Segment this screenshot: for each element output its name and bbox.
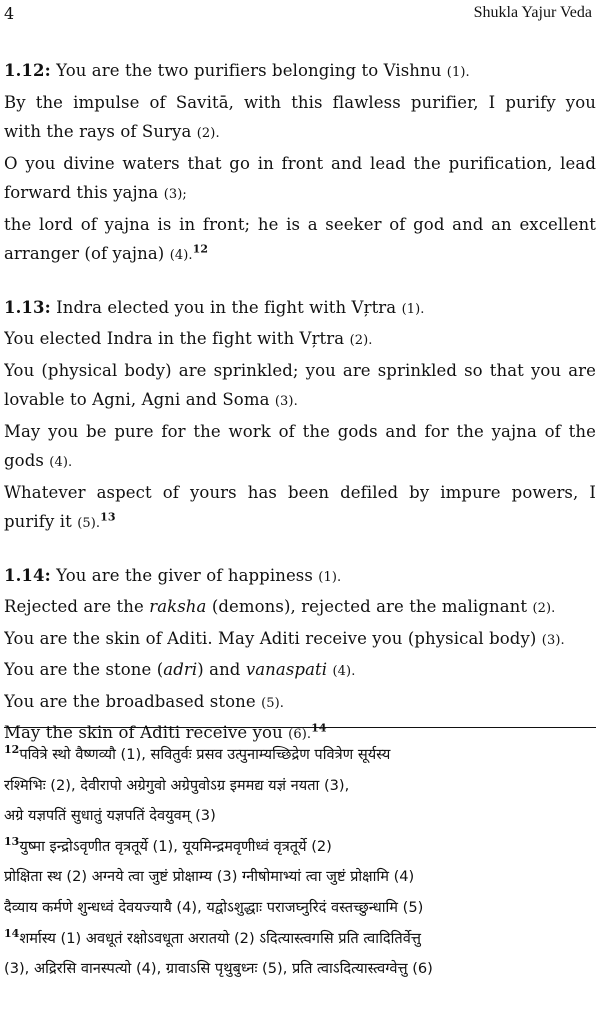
footnote-marker: 12: [4, 743, 20, 757]
line-text: You are the stone (: [4, 660, 164, 679]
verse-line: [4, 56, 596, 88]
clause-number: (5).: [77, 516, 101, 531]
clause-number: (3);: [163, 187, 187, 202]
verse-number: 1.14:: [4, 565, 51, 585]
line-text: May the skin of Aditi receive you: [4, 723, 289, 742]
line-text: Rejected are the: [4, 597, 150, 616]
line-text: Indra elected you in the fight with Vŗtra: [56, 297, 402, 317]
clause-number: (1).: [318, 569, 342, 585]
sanskrit-text: (3), अद्रिरसि वानस्पत्यो (4), ग्रावाऽसि पृथुबुध्नः (5), प्रति त्वाऽदित्यास्त्वग्वेत्तु (6): [4, 960, 433, 978]
translation-text: [4, 56, 596, 772]
clause-number: (4).: [49, 455, 73, 470]
footnote-line: [4, 801, 596, 832]
verse-line: [4, 210, 596, 240]
italic-term: adri: [163, 660, 198, 679]
footnote-line: [4, 893, 596, 924]
line-text: (demons), rejected are the malignant: [206, 597, 533, 616]
verse-number: 1.12:: [4, 61, 51, 80]
clause-number: (1).: [401, 301, 425, 317]
clause-number: (2).: [196, 126, 220, 141]
line-text: O you divine waters that go in front and lead the purification, lead: [4, 153, 596, 173]
line-text: You are the giver of happiness: [56, 565, 319, 585]
verse-block: [4, 56, 596, 271]
verse-line: [4, 293, 596, 325]
sanskrit-text: शर्मास्य (1) अवधूतं रक्षोऽवधूता अरातयो (2) ऽदित्यास्त्वगसि प्रति त्वादितिर्वेत्तु: [19, 929, 421, 947]
line-text: You are the two purifiers belonging to Vishnu: [56, 61, 447, 80]
verse-line: [4, 507, 596, 539]
sanskrit-text: पवित्रे स्थो वैष्णव्यौ (1), सवितुर्वः प्रसव उत्पुनाम्यच्छिद्रेण पवित्रेण सूर्यस्य: [19, 746, 391, 763]
clause-number: (4).: [332, 664, 356, 679]
verse-line: [4, 687, 596, 719]
page-number: 4: [4, 4, 15, 23]
sanskrit-text: प्रोक्षिता स्थ (2) अग्नये त्वा जुष्टं प्रोक्षाम्य (3) ग्नीषोमाभ्यां त्वा जुष्टं प्रोक्षामि (4): [4, 868, 415, 886]
footnote-line: [4, 954, 596, 985]
clause-number: (3).: [541, 632, 565, 648]
footnote-line: [4, 862, 596, 893]
verse-block: [4, 293, 596, 539]
verse-line: [4, 561, 596, 593]
clause-number: (3).: [274, 394, 298, 409]
clause-number: (5).: [261, 695, 285, 711]
footnote-divider: [4, 727, 596, 728]
footnote-reference: 13: [100, 510, 116, 524]
footnote-reference: 14: [311, 721, 327, 735]
verse-line: [4, 324, 596, 356]
verse-line: [4, 385, 596, 417]
line-text: purify it: [4, 512, 78, 531]
line-text: You (physical body) are sprinkled; you are sprinkled so that you are: [4, 360, 596, 380]
verse-number: 1.13:: [4, 297, 51, 317]
page-header: [4, 4, 592, 24]
line-text: ) and: [197, 660, 246, 679]
verse-line: [4, 149, 596, 179]
verse-line: [4, 88, 596, 118]
clause-number: (4).: [169, 248, 193, 263]
footnote-marker: 14: [4, 926, 20, 940]
line-text: arranger (of yajna): [4, 244, 170, 263]
verse-line: [4, 624, 596, 656]
footnote-line: [4, 771, 596, 802]
line-text: the lord of yajna is in front; he is a seeker of god and an excellent: [4, 214, 596, 234]
verse-line: [4, 478, 596, 508]
clause-number: (2).: [349, 333, 373, 348]
verse-block: [4, 561, 596, 750]
footnote-line: [4, 832, 596, 863]
verse-line: [4, 239, 596, 271]
verse-line: [4, 446, 596, 478]
verse-line: [4, 655, 596, 687]
verse-line: [4, 417, 596, 447]
sanskrit-text: रश्मिभिः (2), देवीरापो अग्रेगुवो अग्रेपुवोऽग्र इममद्य यज्ञं नयता (3),: [4, 776, 350, 794]
sanskrit-text: दैव्याय कर्मणे शुन्धध्वं देवयज्यायै (4), यद्वोऽशुद्धाः पराजघ्नुरिदं वस्तच्छुन्धामि (5): [4, 898, 424, 916]
sanskrit-text: युष्मा इन्द्रोऽवृणीत वृत्रतूर्ये (1), यूयमिन्द्रमवृणीध्वं वृत्रतूर्ये (2): [19, 837, 332, 855]
clause-number: (2).: [532, 601, 556, 616]
line-text: gods: [4, 451, 50, 470]
line-text: You are the skin of Aditi. May Aditi receive you (physical body): [4, 628, 542, 648]
footnote-line: [4, 924, 596, 955]
line-text: forward this yajna: [4, 183, 164, 202]
verse-line: [4, 592, 596, 624]
footnote-marker: 13: [4, 834, 20, 848]
clause-number: (6).: [288, 727, 312, 742]
verse-line: [4, 356, 596, 386]
footnote-line: [4, 740, 596, 771]
verse-line: [4, 178, 596, 210]
running-title: Shukla Yajur Veda: [473, 4, 592, 21]
line-text: You elected Indra in the fight with Vŗtra: [4, 329, 350, 348]
line-text: By the impulse of Savitā, with this flawless purifier, I purify you: [4, 92, 596, 112]
footnote-reference: 12: [192, 242, 209, 256]
italic-term: vanaspati: [245, 660, 328, 679]
line-text: lovable to Agni, Agni and Soma: [4, 390, 275, 409]
line-text: Whatever aspect of yours has been defiled by impure powers, I: [4, 482, 596, 502]
line-text: You are the broadbased stone: [4, 691, 262, 711]
line-text: May you be pure for the work of the gods and for the yajna of the: [4, 421, 596, 441]
italic-term: raksha: [149, 597, 207, 616]
verse-line: [4, 117, 596, 149]
clause-number: (1).: [446, 65, 470, 80]
sanskrit-footnotes: [4, 740, 596, 985]
line-text: with the rays of Surya: [4, 122, 197, 141]
sanskrit-text: अग्रे यज्ञपतिं सुधातुं यज्ञपतिं देवयुवम् (3): [4, 807, 216, 825]
